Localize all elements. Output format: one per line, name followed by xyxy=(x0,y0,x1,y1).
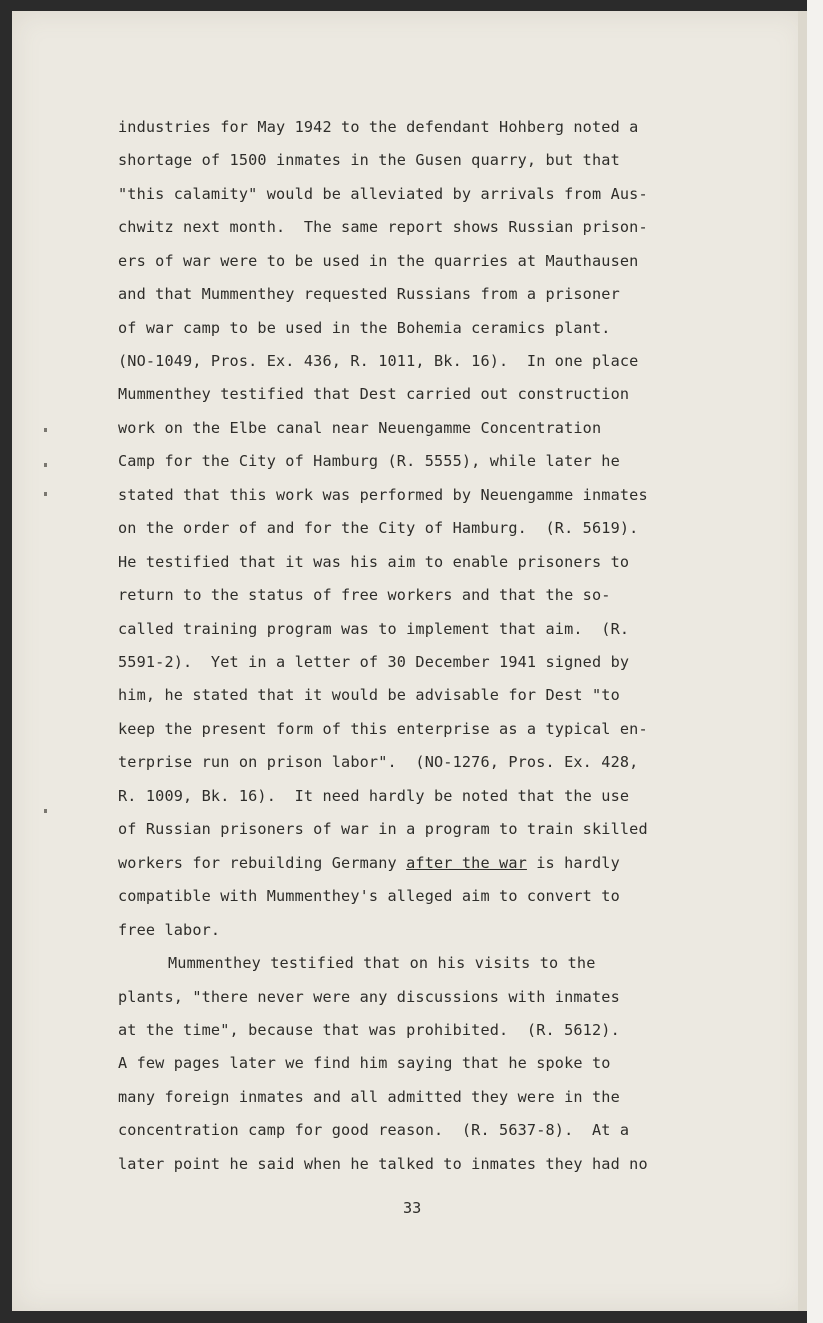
text-line: on the order of and for the City of Hamburg. (R. 5619). xyxy=(118,519,639,537)
text-line: him, he stated that it would be advisable for Dest "to xyxy=(118,686,620,704)
text-line: concentration camp for good reason. (R. 5637-8). At a xyxy=(118,1121,630,1139)
margin-mark xyxy=(44,428,47,432)
text-line: at the time", because that was prohibited. (R. 5612). xyxy=(118,1021,620,1039)
text-line: R. 1009, Bk. 16). It need hardly be noted that the use xyxy=(118,787,630,805)
text-line: 5591-2). Yet in a letter of 30 December 1941 signed by xyxy=(118,653,630,671)
underlined-phrase: after the war xyxy=(406,854,527,872)
text-line: shortage of 1500 inmates in the Gusen quarry, but that xyxy=(118,151,620,169)
text-line: "this calamity" would be alleviated by arrivals from Aus- xyxy=(118,185,648,203)
text-line: terprise run on prison labor". (NO-1276, Pros. Ex. 428, xyxy=(118,753,639,771)
text-line: He testified that it was his aim to enable prisoners to xyxy=(118,553,630,571)
paragraph-start-line: Mummenthey testified that on his visits to the xyxy=(168,954,596,972)
text-line: and that Mummenthey requested Russians from a prisoner xyxy=(118,285,620,303)
text-line xyxy=(118,853,620,873)
scan-edge xyxy=(807,0,823,1323)
text-line: Mummenthey testified that Dest carried out construction xyxy=(118,385,630,403)
text-line: ers of war were to be used in the quarries at Mauthausen xyxy=(118,252,639,270)
text-line: (NO-1049, Pros. Ex. 436, R. 1011, Bk. 16). In one place xyxy=(118,352,639,370)
text-line: industries for May 1942 to the defendant Hohberg noted a xyxy=(118,118,639,136)
text-line: called training program was to implement that aim. (R. xyxy=(118,620,630,638)
text-line: free labor. xyxy=(118,921,221,939)
page-edge-shadow xyxy=(798,11,807,1311)
text-line: many foreign inmates and all admitted they were in the xyxy=(118,1088,620,1106)
text-line: later point he said when he talked to inmates they had no xyxy=(118,1155,648,1173)
text-line: chwitz next month. The same report shows Russian prison- xyxy=(118,218,648,236)
text-line: of Russian prisoners of war in a program to train skilled xyxy=(118,820,648,838)
text-line: of war camp to be used in the Bohemia ceramics plant. xyxy=(118,319,611,337)
text-line: return to the status of free workers and that the so- xyxy=(118,586,611,604)
margin-mark xyxy=(44,463,47,467)
margin-mark xyxy=(44,492,47,496)
text-line: compatible with Mummenthey's alleged aim to convert to xyxy=(118,887,620,905)
text-line: keep the present form of this enterprise as a typical en- xyxy=(118,720,648,738)
text-segment: is hardly xyxy=(526,854,620,872)
margin-mark xyxy=(44,809,47,813)
text-line: plants, "there never were any discussions with inmates xyxy=(118,988,620,1006)
text-segment: workers for rebuilding Germany xyxy=(118,854,407,872)
text-line: A few pages later we find him saying that he spoke to xyxy=(118,1054,611,1072)
text-line: Camp for the City of Hamburg (R. 5555), while later he xyxy=(118,452,620,470)
page-number: 33 xyxy=(403,1199,422,1217)
text-line: stated that this work was performed by Neuengamme inmates xyxy=(118,486,648,504)
text-line: work on the Elbe canal near Neuengamme Concentration xyxy=(118,419,602,437)
